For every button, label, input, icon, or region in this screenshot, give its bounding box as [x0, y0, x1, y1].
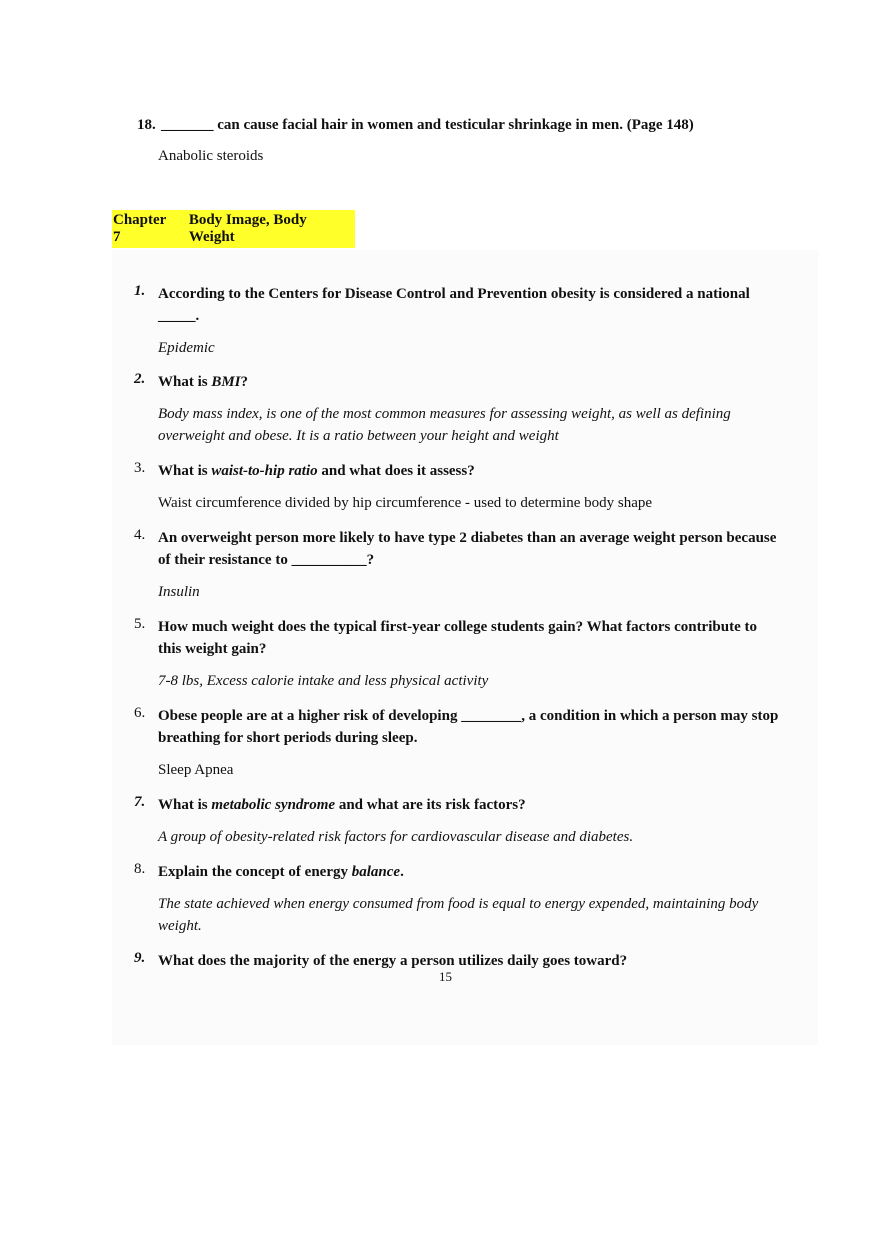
- question-text-part: What is: [158, 463, 212, 479]
- question-number: 6.: [134, 705, 146, 721]
- question-8: [134, 861, 784, 937]
- question-text-part: ?: [240, 374, 249, 390]
- question-number: 9.: [134, 950, 146, 966]
- chapter-title: Body Image, Body Weight: [188, 212, 307, 245]
- question-text-part: Explain the concept of energy: [158, 864, 352, 880]
- question-text: Obese people are at a higher risk of developing ________, a condition in which a person may stop breathing for short periods during sleep.: [158, 708, 779, 746]
- question-text: [158, 371, 784, 393]
- question-1: [134, 283, 784, 359]
- answer-text: Insulin: [158, 584, 200, 600]
- question-text: [158, 861, 784, 883]
- question-number: 2.: [134, 371, 146, 387]
- question-3: [134, 460, 784, 514]
- question-text-part: .: [400, 864, 404, 880]
- question-text: What does the majority of the energy a person utilizes daily goes toward?: [158, 953, 628, 969]
- question-number: 1.: [134, 283, 146, 299]
- question-number: 5.: [134, 616, 146, 632]
- question-term: BMI: [211, 374, 241, 390]
- question-number: 4.: [134, 527, 146, 543]
- question-text: _______ can cause facial hair in women and testicular shrinkage in men. (Page 148): [161, 117, 694, 133]
- question-term: waist-to-hip ratio: [211, 463, 318, 479]
- question-number: 8.: [134, 861, 146, 877]
- question-text: [158, 460, 784, 482]
- question-9: [134, 950, 784, 972]
- question-number: 3.: [134, 460, 146, 476]
- question-term: balance: [351, 864, 401, 880]
- question-term: metabolic syndrome: [211, 797, 336, 813]
- chapter-label: Chapter 7: [113, 212, 167, 245]
- question-number: 18.: [137, 117, 156, 133]
- question-text: An overweight person more likely to have type 2 diabetes than an average weight person because of their resistance to __________?: [158, 530, 777, 568]
- answer-text: A group of obesity-related risk factors for cardiovascular disease and diabetes.: [158, 829, 634, 845]
- answer-text: Body mass index, is one of the most common measures for assessing weight, as well as defining overweight and obese. It is a ratio between your height and weight: [158, 406, 731, 444]
- answer-text: The state achieved when energy consumed from food is equal to energy expended, maintaining body weight.: [158, 896, 759, 934]
- question-text: How much weight does the typical first-year college students gain? What factors contribute to this weight gain?: [158, 619, 757, 657]
- question-18: [137, 115, 797, 135]
- answer-text: Sleep Apnea: [158, 762, 234, 778]
- question-text: According to the Centers for Disease Control and Prevention obesity is considered a national _____.: [158, 286, 750, 324]
- answer-text: Epidemic: [158, 340, 215, 356]
- question-text-part: What is: [158, 797, 212, 813]
- answer-18: Anabolic steroids: [158, 148, 264, 164]
- question-text-part: and what does it assess?: [317, 463, 475, 479]
- question-6: [134, 705, 784, 781]
- question-number: 7.: [134, 794, 146, 810]
- question-text-part: and what are its risk factors?: [335, 797, 526, 813]
- question-text-part: What is: [158, 374, 212, 390]
- page-number: 15: [439, 969, 452, 984]
- question-4: [134, 527, 784, 603]
- question-7: [134, 794, 784, 848]
- question-2: [134, 371, 784, 447]
- question-text: [158, 794, 784, 816]
- answer-text: 7-8 lbs, Excess calorie intake and less physical activity: [158, 673, 489, 689]
- chapter-heading: [112, 210, 355, 248]
- question-5: [134, 616, 784, 692]
- answer-text: Waist circumference divided by hip circumference - used to determine body shape: [158, 495, 653, 511]
